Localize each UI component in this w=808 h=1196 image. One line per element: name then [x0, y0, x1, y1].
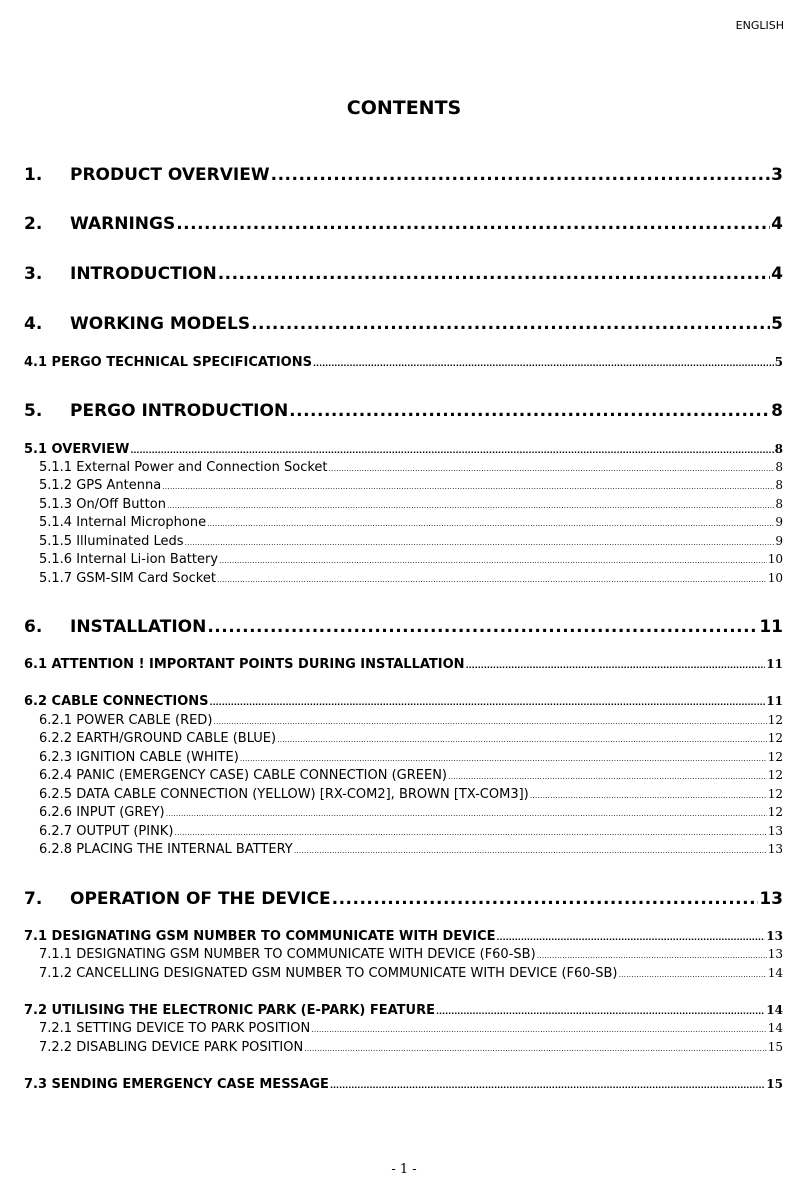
toc-label: OPERATION OF THE DEVICE: [70, 889, 331, 909]
toc-label: 6.2.4 PANIC (EMERGENCY CASE) CABLE CONNECTION (GREEN): [39, 768, 447, 783]
toc-page: 14: [767, 1021, 783, 1035]
toc-page: 9: [775, 515, 783, 529]
toc-entry-7-2-1[interactable]: [39, 1021, 783, 1036]
toc-entry-5-1[interactable]: [24, 442, 783, 457]
toc-leader: [251, 314, 770, 334]
toc-entry-5-1-3[interactable]: [39, 497, 783, 512]
toc-page: 11: [759, 617, 783, 637]
toc-number: 1.: [24, 165, 43, 185]
toc-label: WORKING MODELS: [70, 314, 251, 334]
toc-entry-1[interactable]: [24, 165, 783, 185]
toc-entry-7-2[interactable]: [24, 1003, 783, 1018]
toc-label: 6.2.6 INPUT (GREY): [39, 805, 165, 820]
toc-label: 5.1.4 Internal Microphone: [39, 515, 207, 530]
toc-entry-5-1-6[interactable]: [39, 552, 783, 567]
toc-page: 12: [767, 768, 783, 782]
toc-label: 6.2 CABLE CONNECTIONS: [24, 694, 209, 709]
header-language: ENGLISH: [735, 19, 784, 32]
toc-leader: [217, 575, 767, 584]
toc-leader: [277, 735, 767, 744]
toc-leader: [466, 661, 766, 670]
toc-entry-6-2-4[interactable]: [39, 768, 783, 783]
toc-page: 15: [767, 1040, 783, 1054]
toc-page: 8: [775, 497, 783, 511]
toc-label: 5.1.2 GPS Antenna: [39, 478, 162, 493]
toc-leader: [530, 791, 767, 800]
toc-entry-6-2[interactable]: [24, 694, 783, 709]
toc-label: 6.2.7 OUTPUT (PINK): [39, 824, 174, 839]
toc-entry-3[interactable]: [24, 264, 783, 284]
toc-label: 7.2 UTILISING THE ELECTRONIC PARK (E-PARK) FEATURE: [24, 1003, 435, 1018]
toc-label: 6.2.5 DATA CABLE CONNECTION (YELLOW) [RX-COM2], BROWN [TX-COM3]): [39, 787, 529, 802]
toc-page: 11: [766, 657, 783, 671]
toc-leader: [497, 933, 766, 942]
toc-leader: [294, 846, 767, 855]
toc-entry-6-2-2[interactable]: [39, 731, 783, 746]
toc-entry-4-1[interactable]: [24, 355, 783, 370]
toc-entry-7-1-2[interactable]: [39, 966, 783, 981]
toc-label: WARNINGS: [70, 214, 176, 234]
toc-entry-6-2-5[interactable]: [39, 787, 783, 802]
toc-entry-6-1[interactable]: [24, 657, 783, 672]
toc-page: 9: [775, 534, 783, 548]
toc-entry-6-2-1[interactable]: [39, 713, 783, 728]
toc-label: 7.1.1 DESIGNATING GSM NUMBER TO COMMUNICATE WITH DEVICE (F60-SB): [39, 947, 536, 962]
toc-entry-6-2-8[interactable]: [39, 842, 783, 857]
toc-page: 12: [767, 731, 783, 745]
toc-leader: [185, 538, 775, 547]
toc-leader: [330, 1081, 765, 1090]
toc-entry-7-2-2[interactable]: [39, 1040, 783, 1055]
toc-entry-7[interactable]: [24, 889, 783, 909]
toc-leader: [329, 464, 775, 473]
toc-page: 13: [767, 842, 783, 856]
toc-label: INSTALLATION: [70, 617, 207, 637]
toc-leader: [207, 617, 758, 637]
toc-entry-5-1-1[interactable]: [39, 460, 783, 475]
toc-leader: [448, 772, 767, 781]
toc-entry-5[interactable]: [24, 401, 783, 421]
page-number: - 1 -: [391, 1162, 417, 1177]
toc-page: 8: [774, 442, 783, 456]
toc-page: 12: [767, 713, 783, 727]
toc-entry-5-1-2[interactable]: [39, 478, 783, 493]
toc-entry-5-1-4[interactable]: [39, 515, 783, 530]
toc-label: 5.1.5 Illuminated Leds: [39, 534, 184, 549]
toc-entry-7-1[interactable]: [24, 929, 783, 944]
toc-entry-6-2-6[interactable]: [39, 805, 783, 820]
toc-label: 7.3 SENDING EMERGENCY CASE MESSAGE: [24, 1077, 329, 1092]
toc-page: 13: [767, 824, 783, 838]
toc-page: 3: [771, 165, 783, 185]
toc-number: 6.: [24, 617, 43, 637]
toc-page: 12: [767, 750, 783, 764]
toc-entry-7-1-1[interactable]: [39, 947, 783, 962]
toc-label: 5.1 OVERVIEW: [24, 442, 130, 457]
toc-label: PRODUCT OVERVIEW: [70, 165, 270, 185]
toc-label: INTRODUCTION: [70, 264, 217, 284]
toc-leader: [130, 446, 773, 455]
toc-label: 5.1.3 On/Off Button: [39, 497, 166, 512]
toc-label: 6.2.3 IGNITION CABLE (WHITE): [39, 750, 239, 765]
toc-page: 10: [767, 571, 783, 585]
toc-label: 5.1.1 External Power and Connection Socket: [39, 460, 328, 475]
toc-leader: [271, 165, 771, 185]
toc-leader: [311, 1025, 766, 1034]
toc-number: 4.: [24, 314, 43, 334]
toc-page: 13: [759, 889, 783, 909]
toc-page: 10: [767, 552, 783, 566]
toc-label: PERGO INTRODUCTION: [70, 401, 289, 421]
toc-number: 5.: [24, 401, 43, 421]
toc-label: 7.1.2 CANCELLING DESIGNATED GSM NUMBER TO COMMUNICATE WITH DEVICE (F60-SB): [39, 966, 618, 981]
toc-leader: [174, 828, 766, 837]
toc-label: 7.2.2 DISABLING DEVICE PARK POSITION: [39, 1040, 304, 1055]
toc-entry-2[interactable]: [24, 214, 783, 234]
toc-label: 6.2.8 PLACING THE INTERNAL BATTERY: [39, 842, 293, 857]
toc-label: 6.1 ATTENTION ! IMPORTANT POINTS DURING INSTALLATION: [24, 657, 465, 672]
toc-label: 6.2.1 POWER CABLE (RED): [39, 713, 213, 728]
toc-page: 4: [771, 264, 783, 284]
toc-entry-6-2-7[interactable]: [39, 824, 783, 839]
toc-page: 4: [771, 214, 783, 234]
page-title: CONTENTS: [346, 97, 462, 119]
toc-page: 14: [767, 966, 783, 980]
toc-entry-5-1-7[interactable]: [39, 571, 783, 586]
toc-leader: [219, 556, 767, 565]
toc-page: 13: [767, 947, 783, 961]
toc-label: 7.1 DESIGNATING GSM NUMBER TO COMMUNICATE WITH DEVICE: [24, 929, 496, 944]
toc-label: 6.2.2 EARTH/GROUND CABLE (BLUE): [39, 731, 277, 746]
toc-label: 5.1.7 GSM-SIM Card Socket: [39, 571, 216, 586]
toc-leader: [313, 359, 774, 368]
toc-page: 11: [766, 694, 783, 708]
toc-leader: [162, 482, 774, 491]
toc-page: 8: [775, 478, 783, 492]
toc-leader: [289, 401, 770, 421]
toc-leader: [436, 1007, 765, 1016]
toc-page: 8: [775, 460, 783, 474]
toc-entry-7-3[interactable]: [24, 1077, 783, 1092]
toc-number: 3.: [24, 264, 43, 284]
toc-page: 5: [774, 355, 783, 369]
toc-page: 14: [766, 1003, 783, 1017]
toc-leader: [304, 1044, 766, 1053]
toc-leader: [240, 754, 767, 763]
toc-page: 12: [767, 805, 783, 819]
toc-entry-6[interactable]: [24, 617, 783, 637]
toc-leader: [218, 264, 770, 284]
toc-number: 2.: [24, 214, 43, 234]
toc-leader: [213, 717, 766, 726]
toc-page: 5: [771, 314, 783, 334]
toc-label: 5.1.6 Internal Li-ion Battery: [39, 552, 219, 567]
toc-page: 12: [767, 787, 783, 801]
toc-page: 13: [766, 929, 783, 943]
toc-leader: [618, 970, 766, 979]
toc-entry-4[interactable]: [24, 314, 783, 334]
toc-entry-6-2-3[interactable]: [39, 750, 783, 765]
toc-leader: [176, 214, 770, 234]
toc-entry-5-1-5[interactable]: [39, 534, 783, 549]
toc-label: 4.1 PERGO TECHNICAL SPECIFICATIONS: [24, 355, 312, 370]
toc-leader: [207, 519, 774, 528]
toc-leader: [166, 809, 767, 818]
toc-number: 7.: [24, 889, 43, 909]
toc-label: 7.2.1 SETTING DEVICE TO PARK POSITION: [39, 1021, 311, 1036]
toc-page: 15: [766, 1077, 783, 1091]
toc-leader: [210, 698, 766, 707]
toc-leader: [332, 889, 759, 909]
toc-leader: [537, 951, 767, 960]
toc-leader: [167, 501, 774, 510]
toc-page: 8: [771, 401, 783, 421]
